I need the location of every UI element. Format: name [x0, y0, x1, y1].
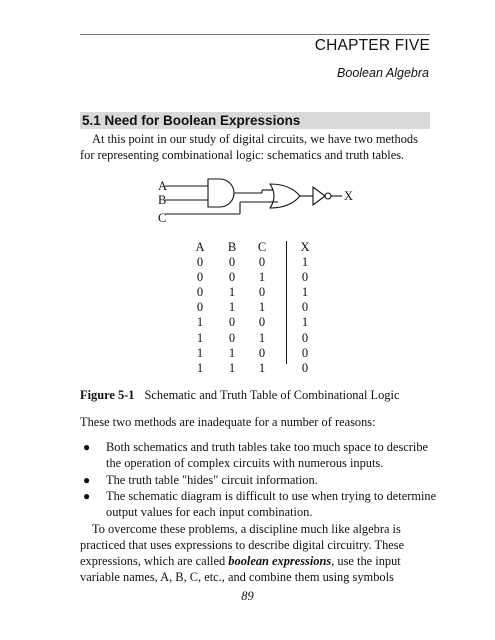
table-cell: 0	[196, 270, 204, 285]
input-label-c: C	[158, 211, 167, 225]
list-item	[80, 440, 440, 472]
header-b: B	[227, 240, 237, 254]
table-cell: 0	[196, 285, 204, 300]
table-row	[192, 300, 322, 315]
table-cell: 1	[196, 330, 204, 345]
closing-text-start: To overcome these problems, a discipline much like algebra is practiced that uses expressions to describe digital circuitry. These expressions, which are called	[80, 522, 405, 568]
bullet-icon: ●	[83, 489, 91, 504]
table-cell: 0	[258, 315, 266, 330]
table-cell: 1	[258, 360, 266, 375]
not-gate	[313, 187, 325, 205]
list-item-text: The truth table "hides" circuit information.	[106, 472, 318, 487]
truth-table	[192, 240, 322, 376]
input-label-b: B	[158, 193, 167, 207]
figure-caption	[80, 388, 399, 403]
header-rule	[80, 34, 430, 35]
header-a: A	[195, 240, 205, 254]
table-cell: 0	[258, 285, 266, 300]
table-cell: 1	[228, 345, 236, 360]
bullet-icon: ●	[83, 440, 91, 454]
section-heading: 5.1 Need for Boolean Expressions	[80, 112, 430, 129]
chapter-title: CHAPTER FIVE	[314, 37, 430, 54]
table-row	[192, 315, 322, 330]
truth-table-header	[192, 240, 322, 255]
list-item-text: Both schematics and truth tables take too much space to describe the operation of complex circuits with numerous inputs.	[106, 440, 429, 470]
list-item	[80, 473, 440, 489]
table-cell: 1	[301, 285, 309, 300]
table-cell: 1	[258, 270, 266, 285]
list-item-text: The schematic diagram is difficult to use when trying to determine output values for each input combination.	[106, 489, 437, 520]
table-cell: 0	[301, 345, 309, 360]
figure-caption-text: Schematic and Truth Table of Combinational Logic	[144, 388, 400, 402]
closing-paragraph	[80, 521, 430, 585]
reasons-list	[80, 440, 440, 522]
table-cell: 0	[301, 270, 309, 285]
table-row	[192, 331, 322, 346]
list-item	[80, 489, 440, 521]
input-label-a: A	[158, 179, 168, 193]
table-cell: 0	[301, 300, 309, 315]
table-cell: 1	[258, 300, 266, 315]
table-row	[192, 270, 322, 285]
reasons-paragraph: These two methods are inadequate for a number of reasons:	[80, 415, 376, 429]
table-cell: 1	[228, 360, 236, 375]
closing-text-end: , use the input variable names, A, B, C, etc., and combine them using symbols	[80, 554, 401, 584]
table-cell: 1	[196, 345, 204, 360]
header-c: C	[257, 240, 267, 254]
table-cell: 1	[228, 285, 236, 300]
bullet-icon: ●	[83, 472, 91, 487]
table-cell: 0	[301, 360, 309, 375]
table-row	[192, 285, 322, 300]
page-number: 89	[241, 589, 254, 603]
table-cell: 1	[258, 330, 266, 345]
and-gate	[208, 179, 234, 207]
logic-schematic	[150, 172, 370, 230]
intro-paragraph: At this point in our study of digital circuits, we have two methods for representing combinational logic: schematics and truth tables.	[80, 132, 418, 162]
figure-number: Figure 5-1	[80, 388, 135, 402]
table-row	[192, 361, 322, 376]
chapter-subtitle: Boolean Algebra	[337, 66, 429, 80]
table-cell: 0	[196, 255, 204, 270]
header-x: X	[300, 240, 310, 254]
table-cell: 1	[301, 315, 309, 330]
output-label-x: X	[344, 189, 354, 203]
table-cell: 1	[228, 300, 236, 315]
table-cell: 0	[228, 255, 236, 270]
table-cell: 0	[258, 255, 266, 270]
table-cell: 1	[196, 360, 204, 375]
table-row	[192, 346, 322, 361]
table-cell: 0	[196, 300, 204, 315]
table-row	[192, 255, 322, 270]
table-cell: 0	[228, 270, 236, 285]
table-cell: 1	[301, 255, 309, 270]
boolean-expressions-term: boolean expressions	[228, 554, 332, 568]
table-cell: 1	[196, 315, 204, 330]
table-cell: 0	[228, 330, 236, 345]
table-cell: 0	[258, 345, 266, 360]
table-cell: 0	[228, 315, 236, 330]
truth-table-divider	[286, 241, 287, 364]
table-cell: 0	[301, 330, 309, 345]
or-gate	[270, 184, 300, 208]
